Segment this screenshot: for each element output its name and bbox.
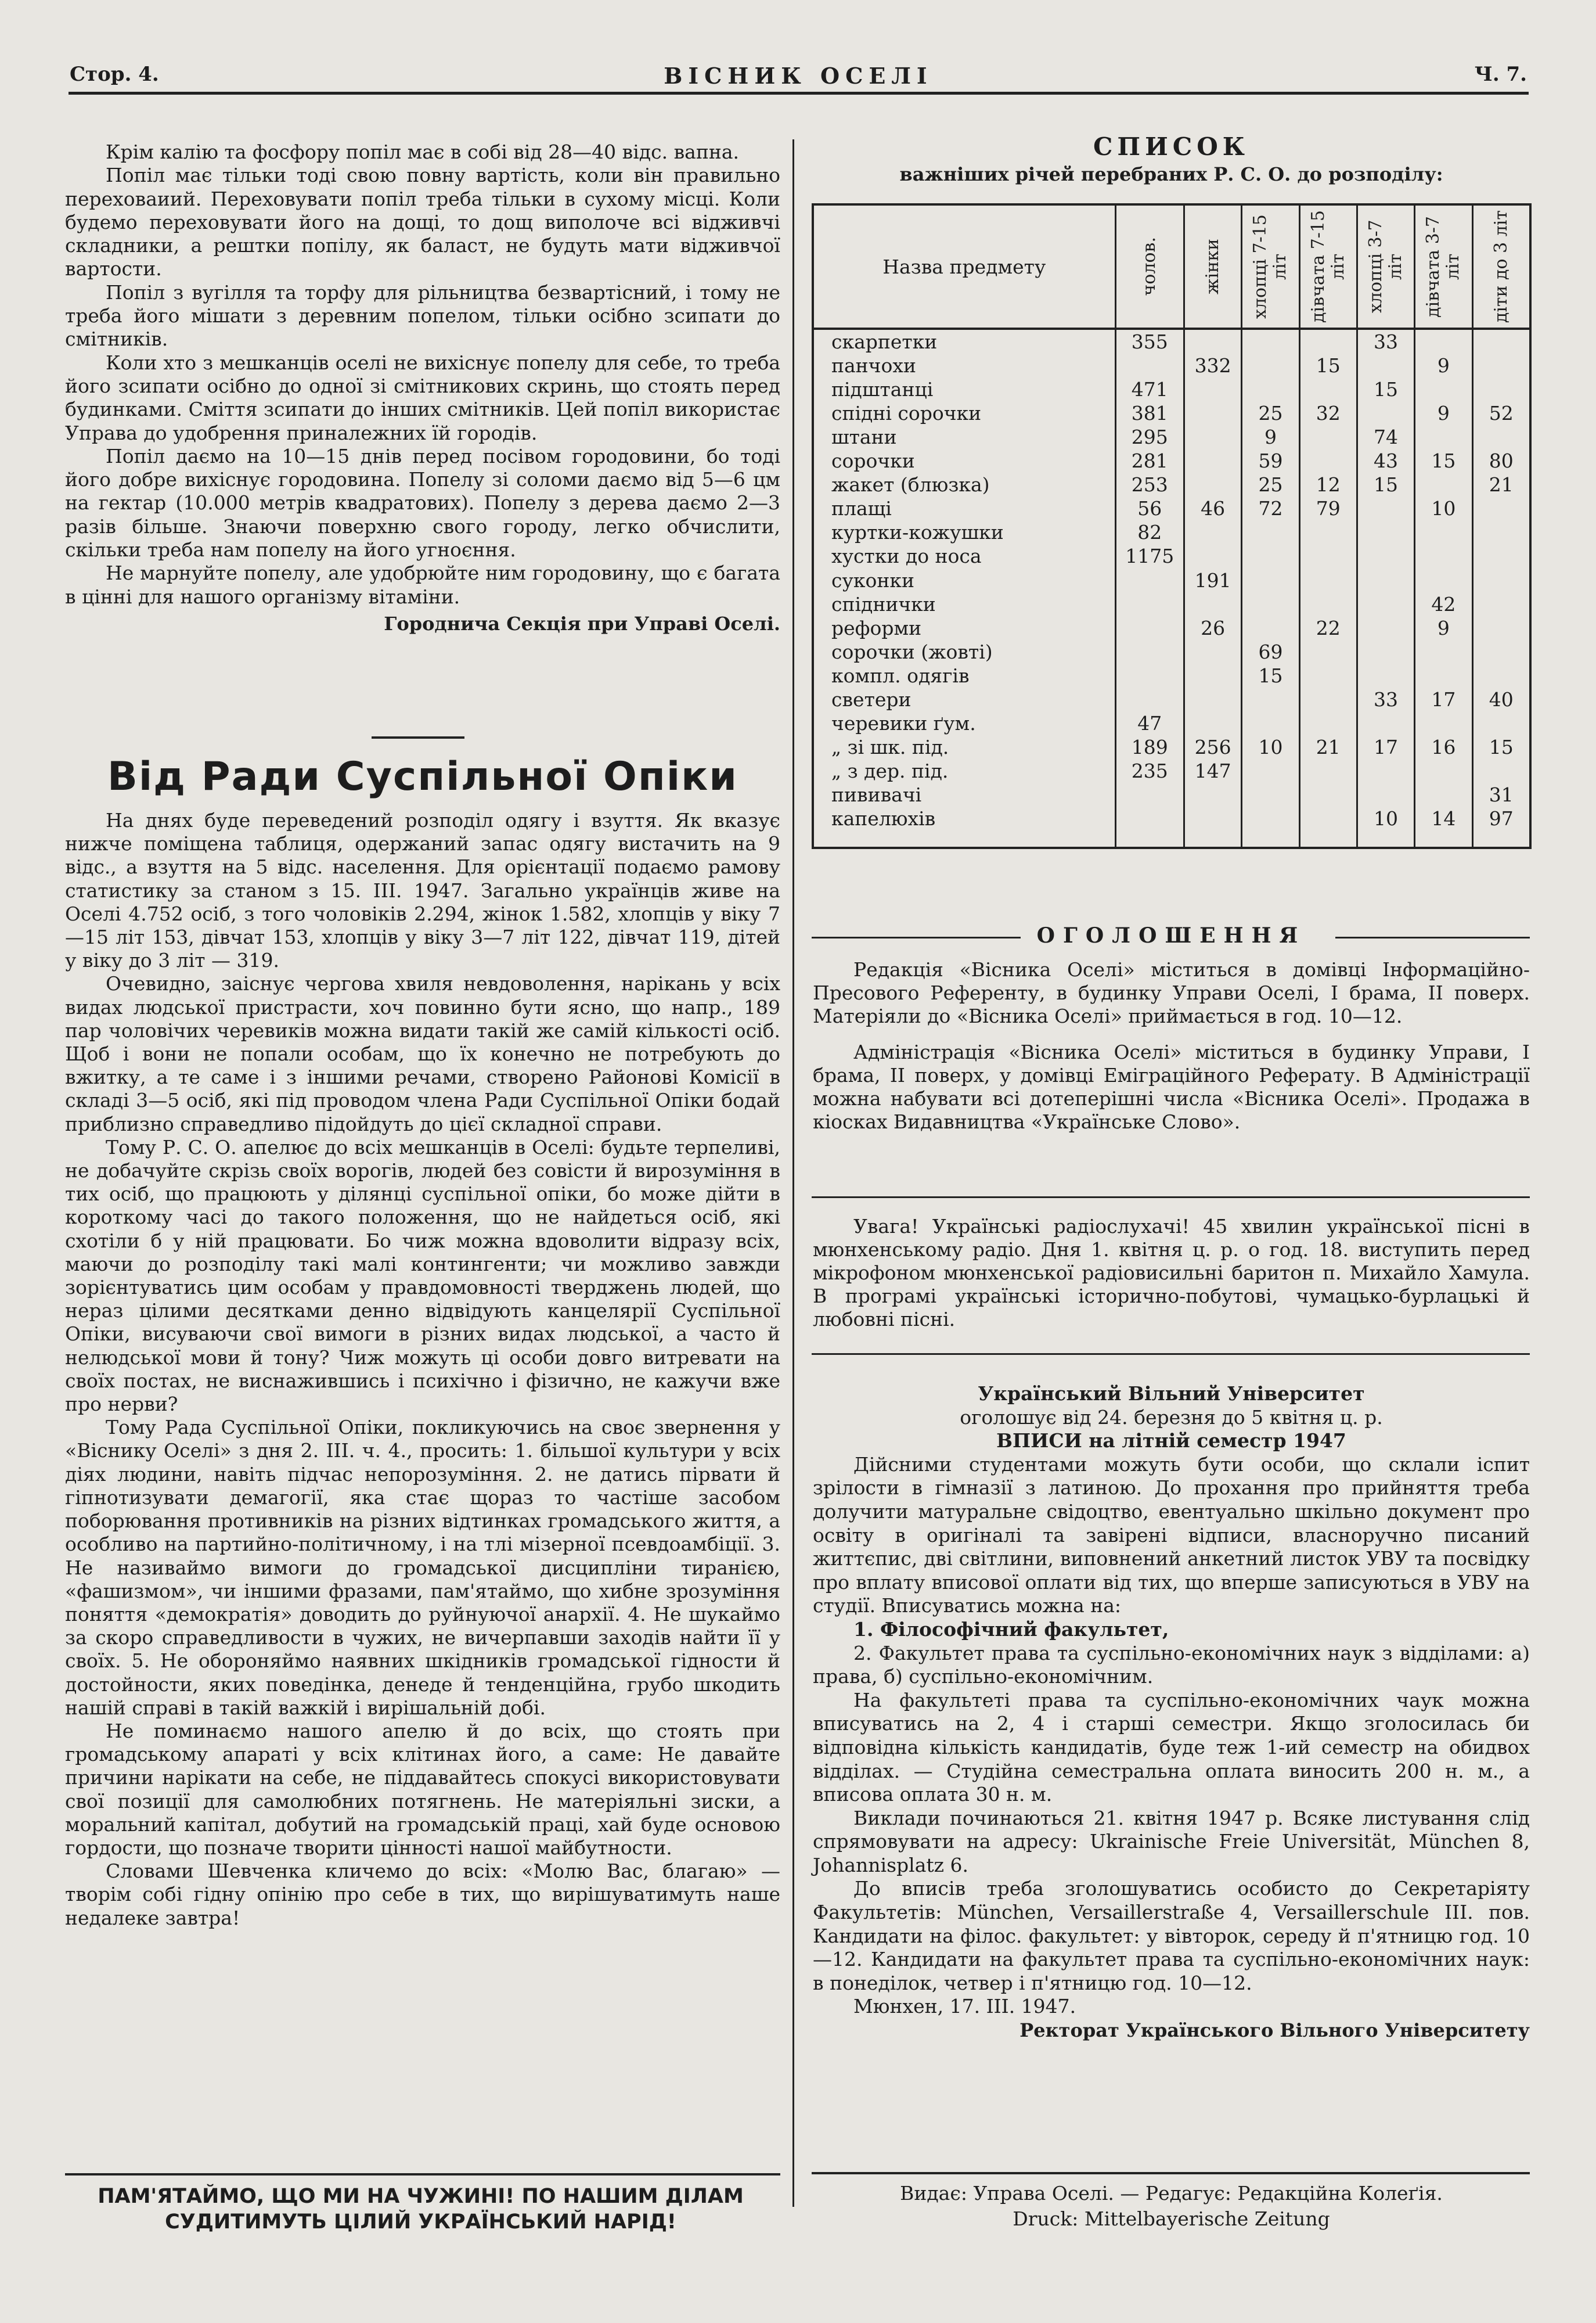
table-spacer-row [813,831,1530,848]
quantity-cell: 471 [1115,377,1184,401]
quantity-cell [1184,377,1242,401]
slogan-rule [65,2173,780,2175]
quantity-cell [1299,760,1357,783]
table-row [813,616,1530,640]
table-row [813,354,1530,377]
quantity-cell [1184,521,1242,545]
quantity-cell [1299,592,1357,616]
quantity-cell: 69 [1242,640,1299,664]
quantity-cell: 15 [1299,354,1357,377]
quantity-cell: 42 [1415,592,1472,616]
column-divider [792,139,794,2207]
item-name-cell: скарпетки [813,329,1115,354]
quantity-cell: 80 [1472,450,1530,473]
uvu-faculty-1: 1. Філософічний факультет, [853,1617,1169,1641]
quantity-cell [1472,760,1530,783]
quantity-cell [1472,354,1530,377]
quantity-cell: 191 [1184,569,1242,592]
item-name-cell: сорочки (жовті) [813,640,1115,664]
quantity-cell [1299,377,1357,401]
quantity-cell [1242,712,1299,736]
quantity-cell [1415,664,1472,688]
quantity-cell: 56 [1115,497,1184,521]
quantity-cell: 59 [1242,450,1299,473]
quantity-cell [1357,521,1414,545]
article-paragraph: Не марнуйте попелу, але удобрюйте ним городовину, що є багата в цінні для нашого організму вітаміни. [65,562,780,608]
quantity-cell: 22 [1299,616,1357,640]
paper-title: ВІСНИК ОСЕЛІ [664,63,933,89]
quantity-cell: 10 [1357,807,1414,831]
quantity-cell: 9 [1415,354,1472,377]
table-row [813,736,1530,760]
quantity-cell: 295 [1115,425,1184,449]
quantity-cell [1357,401,1414,425]
quantity-cell [1415,545,1472,569]
quantity-cell [1184,807,1242,831]
quantity-cell [1184,688,1242,711]
table-body [813,329,1530,848]
uvu-title: ВПИСИ на літній семестр 1947 [996,1429,1346,1452]
quantity-cell [1299,640,1357,664]
column-header-women [1184,204,1242,329]
quantity-cell [1184,473,1242,497]
item-name-cell: спідні сорочки [813,401,1115,425]
quantity-cell [1242,807,1299,831]
spacer-cell [1415,831,1472,848]
quantity-cell: 12 [1299,473,1357,497]
uvu-faculty-2: 2. Факультет права та суспільно-економічних наук з відділами: а) права, б) суспільно-економічним. [813,1641,1530,1688]
spacer-cell [813,831,1115,848]
quantity-cell [1299,521,1357,545]
quantity-cell: 32 [1299,401,1357,425]
uvu-paragraph: Дійсними студентами можуть бути особи, що склали іспит зрілости в гімназії з латиною. До прохання про прийняття треба долучити матуральне свідоцтво, евентуально шкільно документ про освіту в оригіналі та завірені відписи, власноручно писаний життєпис, дві світлини, виповнений анкетний листок УВУ та посвідку про вплату вписової оплати від тих, що вперше записуються в УВУ на студії. Вписуватись можна на: [813,1452,1530,1617]
column-header-girls-7-15 [1299,204,1357,329]
quantity-cell: 10 [1242,736,1299,760]
quantity-cell: 16 [1415,736,1472,760]
quantity-cell [1184,712,1242,736]
distribution-table [812,203,1532,849]
column-header-label: дівчата 3-7 літ [1423,215,1464,318]
quantity-cell [1184,450,1242,473]
quantity-cell: 52 [1472,401,1530,425]
table-row [813,329,1530,354]
quantity-cell [1299,783,1357,807]
table-row [813,688,1530,711]
table-row [813,712,1530,736]
quantity-cell: 25 [1242,401,1299,425]
quantity-cell [1115,807,1184,831]
table-row [813,760,1530,783]
article-paragraph: Попіл даємо на 10—15 днів перед посівом городовини, бо тоді його добре вихіснує городовина. Попелу зі соломи даємо від 5—6 цм на гектар (10.000 метрів квадратових). Попелу з дерева даємо 2—3 разів більше. Знаючи поверхню свого городу, легко обчислити, скільки треба нам попелу на його угноєння. [65,444,780,562]
radio-announcement [813,1215,1530,1331]
table-row [813,664,1530,688]
quantity-cell [1242,616,1299,640]
list-title-block [813,132,1530,187]
uvu-divider [812,1353,1530,1355]
item-name-cell: „ зі шк. під. [813,736,1115,760]
quantity-cell [1115,354,1184,377]
ann-divider [812,1196,1530,1198]
quantity-cell [1415,329,1472,354]
quantity-cell [1472,497,1530,521]
quantity-cell: 26 [1184,616,1242,640]
item-name-cell: черевики ґум. [813,712,1115,736]
article-paragraph: Словами Шевченка кличемо до всіх: «Молю Вас, благаю» — творім собі гідну опінію про себе в тих, що вирішуватимуть наше недалеке завтра! [65,1860,780,1929]
quantity-cell: 15 [1242,664,1299,688]
quantity-cell [1299,712,1357,736]
quantity-cell: 40 [1472,688,1530,711]
column-header-girls-3-7 [1415,204,1472,329]
table-row [813,807,1530,831]
spacer-cell [1357,831,1414,848]
article-paragraph: Крім калію та фосфору попіл має в собі від 28—40 відс. вапна. [106,141,739,163]
uvu-date: Мюнхен, 17. III. 1947. [853,1995,1076,2018]
quantity-cell [1357,664,1414,688]
column-header-label: хлопці 7-15 літ [1250,214,1291,319]
uvu-announcement [813,1382,1530,2042]
imprint-printer: Druck: Mittelbayerische Zeitung [1013,2207,1330,2230]
quantity-cell: 25 [1242,473,1299,497]
issue-number: Ч. 7. [1474,63,1527,86]
quantity-cell [1415,569,1472,592]
quantity-cell: 9 [1415,616,1472,640]
quantity-cell [1115,664,1184,688]
article-paragraph: Попіл з вугілля та торфу для рільництва безвартісний, і тому не треба його мішати з деревним попелом, тільки осібно зсипати до смітників. [65,281,780,351]
article-paragraph: Коли хто з мешканців оселі не вихіснує попелу для себе, то треба його зсипати осібно до одної зі смітникових скринь, що стоять перед будинками. Сміття зсипати до інших смітників. Цей попіл використає Управа до удобрення приналежних їй городів. [65,351,780,444]
quantity-cell [1357,640,1414,664]
uvu-org: Український Вільний Університет [978,1382,1365,1405]
quantity-cell [1357,569,1414,592]
table-row [813,545,1530,569]
spacer-cell [1299,831,1357,848]
quantity-cell [1415,473,1472,497]
quantity-cell [1357,497,1414,521]
item-name-cell: штани [813,425,1115,449]
spacer-cell [1184,831,1242,848]
page-number: Стор. 4. [70,63,159,86]
quantity-cell [1242,521,1299,545]
quantity-cell [1472,521,1530,545]
quantity-cell: 97 [1472,807,1530,831]
table-row [813,473,1530,497]
imprint [813,2181,1530,2232]
quantity-cell [1115,688,1184,711]
quantity-cell [1184,640,1242,664]
item-name-cell: куртки-кожушки [813,521,1115,545]
column-header-label: діти до 3 літ [1490,210,1511,323]
quantity-cell [1357,760,1414,783]
quantity-cell [1299,450,1357,473]
quantity-cell [1299,688,1357,711]
quantity-cell [1357,712,1414,736]
quantity-cell [1472,377,1530,401]
quantity-cell [1357,783,1414,807]
article-paragraph: Тому Р. С. О. апелює до всіх мешканців в Оселі: будьте терпеливі, не добачуйте скрізь своїх ворогів, людей без совісти й вирозуміння в тих осіб, що працюють у ділянці суспільної опіки, бо може дійти в короткому часі до такого положення, що не найдеться осіб, які схотіли б у ній працювати. Бо чиж можна вдоволити відразу всіх, маючи до розподілу такі малі контингенти; чи можливо завжди зорієнтуватись цим особам у правдомовності тверджень людей, що нераз цілими десятками денно відвідують канцелярії Суспільної Опіки, висуваючи свої вимоги в різних видах людської, а часто й нелюдської мови й тону? Чиж можуть ці особи довго витревати на своїх постах, не виснажившись і психічно і фізично, не кажучи вже про нерви? [65,1135,780,1416]
item-name-cell: капелюхів [813,807,1115,831]
item-name-cell: компл. одягів [813,664,1115,688]
spacer-cell [1242,831,1299,848]
quantity-cell [1115,783,1184,807]
ann-administratsiia: Адміністрація «Вісника Оселі» міститься в будинку Управи, I брама, II поверх, у домівці Еміграційного Реферату. В Адміністрації можна набувати всі дотеперішні числа «Вісника Оселі». Продажа в кіосках Видавництва «Українське Слово». [813,1041,1530,1133]
quantity-cell [1472,329,1530,354]
quantity-cell: 79 [1299,497,1357,521]
quantity-cell: 47 [1115,712,1184,736]
quantity-cell [1415,521,1472,545]
quantity-cell: 281 [1115,450,1184,473]
quantity-cell: 21 [1299,736,1357,760]
quantity-cell: 15 [1357,377,1414,401]
quantity-cell: 43 [1357,450,1414,473]
table-row [813,377,1530,401]
article-paragraph: Не поминаємо нашого апелю й до всіх, що стоять при громадському апараті у всіх клітинах його, а саме: Не давайте причини нарікати на себе, не піддавайтесь спокусі використовувати свої позиції для самолюбних потягнень. Не матеріяльні зиски, а моральний капітал, добутий на громадській праці, хай буде основою гордости, що позначе творити цінності нашої майбутности. [65,1719,780,1859]
article-signature: Городнича Секція при Управі Оселі. [384,612,780,635]
quantity-cell [1415,425,1472,449]
quantity-cell: 355 [1115,329,1184,354]
item-name-cell: светери [813,688,1115,711]
item-name-cell: суконки [813,569,1115,592]
quantity-cell [1415,783,1472,807]
quantity-cell: 253 [1115,473,1184,497]
quantity-cell: 21 [1472,473,1530,497]
column-header-label: хлопці 3-7 літ [1366,220,1406,314]
quantity-cell [1115,569,1184,592]
quantity-cell [1357,592,1414,616]
quantity-cell: 31 [1472,783,1530,807]
quantity-cell [1242,354,1299,377]
quantity-cell: 33 [1357,329,1414,354]
uvu-paragraph: На факультеті права та суспільно-економічних чаук можна вписуватись на 2, 4 і старші семестри. Якщо зголосилась би відповідна кількість кандидатів, буде теж 1-ий семестр на обидвох відділах. — Студійна семестральна оплата виносить 200 н. м., а вписова оплата 30 н. м. [813,1688,1530,1806]
quantity-cell: 9 [1242,425,1299,449]
quantity-cell [1242,760,1299,783]
quantity-cell: 332 [1184,354,1242,377]
quantity-cell [1299,329,1357,354]
quantity-cell [1242,329,1299,354]
item-name-cell: підштанці [813,377,1115,401]
item-name-cell: панчохи [813,354,1115,377]
quantity-cell: 189 [1115,736,1184,760]
quantity-cell [1357,545,1414,569]
quantity-cell: 381 [1115,401,1184,425]
quantity-cell: 9 [1415,401,1472,425]
section-divider [372,736,464,739]
quantity-cell: 15 [1357,473,1414,497]
table-row [813,497,1530,521]
item-name-cell: плащі [813,497,1115,521]
ann-redaktsiia: Редакція «Вісника Оселі» міститься в домівці Інформаційно-Пресового Референту, в будинку Управи Оселі, I брама, II поверх. Матеріяли до «Вісника Оселі» приймається в год. 10—12. [813,958,1530,1027]
item-name-cell: реформи [813,616,1115,640]
spacer-cell [1115,831,1184,848]
list-subtitle: важніших річей перебраних Р. С. О. до розподілу: [899,163,1443,185]
quantity-cell [1357,354,1414,377]
quantity-cell: 235 [1115,760,1184,783]
table-row [813,450,1530,473]
item-name-cell: „ з дер. під. [813,760,1115,783]
quantity-cell: 74 [1357,425,1414,449]
table-header-row [813,204,1530,329]
quantity-cell [1472,425,1530,449]
column-header-item: Назва предмету [813,204,1115,329]
article-paragraph: Попіл має тільки тоді свою повну вартість, коли він правильно переховаиий. Переховувати попіл треба тільки в сухому місці. Коли будемо переховувати його на дощі, то дощ виполоче всі відживчі складники, а рештки попілу, як баласт, не будуть мати відживчої вартости. [65,164,780,281]
quantity-cell [1415,712,1472,736]
quantity-cell [1472,664,1530,688]
article-paragraph: Тому Рада Суспільної Опіки, покликуючись на своє звернення у «Віснику Оселі» з дня 2. III. ч. 4., просить: 1. більшої культури у всіх діях людини, навіть підчас непорозуміння. 2. не датись пірвати й гіпнотизувати демагогії, яка стає щораз то частіше засобом поборювання противників на різних відтинках громадського життя, а особливо на партийно-політичному, і на тлі мізерної псевдоамбіції. 3. Не називаймо вимоги до громадської дисципліни тиранією, «фашизмом», чи іншими фразами, пам'ятаймо, що хибне зрозуміння поняття «демократія» доводить до руйнуючої анархії. 4. Не шукаймо за скоро справедливости в чужих, не вичерпавши заходів найти її у своїх. 5. Не обороняймо наявних шкідників громадської гідности й достойности, яких поведінка, денеде й тенденційна, грубо шкодить нашій справі в такій важкій і вирішальній добі. [65,1416,780,1719]
column-header-boys-7-15 [1242,204,1299,329]
quantity-cell [1415,377,1472,401]
quantity-cell [1472,545,1530,569]
quantity-cell [1242,377,1299,401]
column-header-children-3 [1472,204,1530,329]
quantity-cell [1472,569,1530,592]
quantity-cell: 256 [1184,736,1242,760]
column-header-boys-3-7 [1357,204,1414,329]
quantity-cell [1472,712,1530,736]
quantity-cell [1184,401,1242,425]
radio-text: Увага! Українські радіослухачі! 45 хвилин української пісні в мюнхенському радіо. Дня 1. квітня ц. р. о год. 18. виступить перед мікрофоном мюнхенської радіовисильні баритон п. Михайло Хамула. В програмі українські історично-побутові, чумацько-бурлацькі й любовні пісні. [813,1215,1530,1330]
table-row [813,592,1530,616]
quantity-cell [1115,640,1184,664]
quantity-cell [1357,616,1414,640]
uvu-paragraph: До вписів треба зголошуватись особисто до Секретаріяту Факультетів: München, Versaillerstraße 4, Versaillerschule III. пов. Кандидати на філос. факультет: у вівторок, середу й п'ятницю год. 10—12. Кандидати на факультет права та суспільно-економічних наук: в понеділок, четвер і п'ятницю год. 10—12. [813,1877,1530,1994]
table-row [813,640,1530,664]
quantity-cell: 82 [1115,521,1184,545]
quantity-cell [1299,807,1357,831]
column-header-men [1115,204,1184,329]
quantity-cell [1184,783,1242,807]
column-header-label: жінки [1202,239,1223,294]
quantity-cell: 1175 [1115,545,1184,569]
announcements [813,958,1530,1134]
table-row [813,783,1530,807]
article-paragraph: Очевидно, заіснує чергова хвиля невдоволення, нарікань у всіх видах людської пристрасти, хоч повинно бути ясно, що напр., 189 пар чоловічих черевиків можна видати такій же самій кількості осіб. Щоб і вони не попали особам, що їх конечно не потребують до вжитку, а те саме і з іншими речами, створено Районові Комісії в складі 3—5 осіб, які під проводом члена Ради Суспільної Опіки бодай приблизно справедливо підойдуть до цієї складної справи. [65,972,780,1135]
quantity-cell: 72 [1242,497,1299,521]
quantity-cell [1299,569,1357,592]
quantity-cell: 14 [1415,807,1472,831]
quantity-cell [1299,425,1357,449]
item-name-cell: сорочки [813,450,1115,473]
quantity-cell [1415,760,1472,783]
uvu-dates: оголошує від 24. березня до 5 квітня ц. р. [960,1405,1383,1429]
item-name-cell: спіднички [813,592,1115,616]
article-paragraph: На днях буде переведений розподіл одягу і взуття. Як вказує нижче поміщена таблиця, одержаний запас одягу вистачить на 9 відс., а взуття на 5 відс. населення. Для орієнтації подаємо рамову статистику за станом з 15. III. 1947. Загально українців живе на Оселі 4.752 осіб, з того чоловіків 2.294, жінок 1.582, хлопців у віку 7—15 літ 153, дівчат 153, хлопців у віку 3—7 літ 122, дівчат 119, дітей у віку до 3 літ — 319. [65,809,780,972]
list-title: СПИСОК [1093,132,1249,161]
slogan: ПАМ'ЯТАЙМО, ЩО МИ НА ЧУЖИНІ! ПО НАШИМ ДІЛАМ СУДИТИМУТЬ ЦІЛИЙ УКРАЇНСЬКИЙ НАРІД! [98,2185,744,2234]
footer-rule [812,2172,1530,2174]
table-row [813,401,1530,425]
quantity-cell [1242,592,1299,616]
quantity-cell [1242,569,1299,592]
quantity-cell [1299,545,1357,569]
uvu-signature: Ректорат Українського Вільного Університету [1019,2019,1530,2042]
column-header-label: чолов. [1139,237,1160,296]
item-name-cell: пививачі [813,783,1115,807]
quantity-cell [1242,783,1299,807]
item-name-cell: жакет (блюзка) [813,473,1115,497]
page-header [70,63,1527,92]
quantity-cell: 15 [1415,450,1472,473]
quantity-cell [1184,545,1242,569]
quantity-cell: 33 [1357,688,1414,711]
quantity-cell [1242,545,1299,569]
quantity-cell: 17 [1357,736,1414,760]
quantity-cell: 15 [1472,736,1530,760]
quantity-cell: 10 [1415,497,1472,521]
table-row [813,569,1530,592]
quantity-cell [1184,329,1242,354]
quantity-cell [1242,688,1299,711]
quantity-cell: 46 [1184,497,1242,521]
item-name-cell: хустки до носа [813,545,1115,569]
imprint-publisher: Видає: Управа Оселі. — Редагує: Редакційна Колеґія. [900,2182,1443,2205]
column-header-label: дівчата 7-15 літ [1307,210,1348,323]
table-row [813,521,1530,545]
announcements-heading: ОГОЛОШЕННЯ [1036,923,1306,948]
opika-title: Від Ради Суспільної Опіки [107,754,738,800]
quantity-cell [1115,592,1184,616]
spacer-cell [1472,831,1530,848]
quantity-cell [1472,616,1530,640]
opika-article [65,809,780,1930]
quantity-cell [1184,592,1242,616]
quantity-cell: 17 [1415,688,1472,711]
ash-article [65,141,780,635]
quantity-cell [1299,664,1357,688]
quantity-cell [1472,592,1530,616]
header-rule [69,92,1529,95]
table-row [813,425,1530,449]
quantity-cell [1472,640,1530,664]
quantity-cell [1415,640,1472,664]
quantity-cell [1115,616,1184,640]
quantity-cell [1184,425,1242,449]
quantity-cell: 147 [1184,760,1242,783]
quantity-cell [1184,664,1242,688]
uvu-paragraph: Виклади починаються 21. квітня 1947 р. Всяке листування слід спрямовувати на адресу: Ukrainische Freie Universität, München 8, Johannisplatz 6. [813,1806,1530,1876]
